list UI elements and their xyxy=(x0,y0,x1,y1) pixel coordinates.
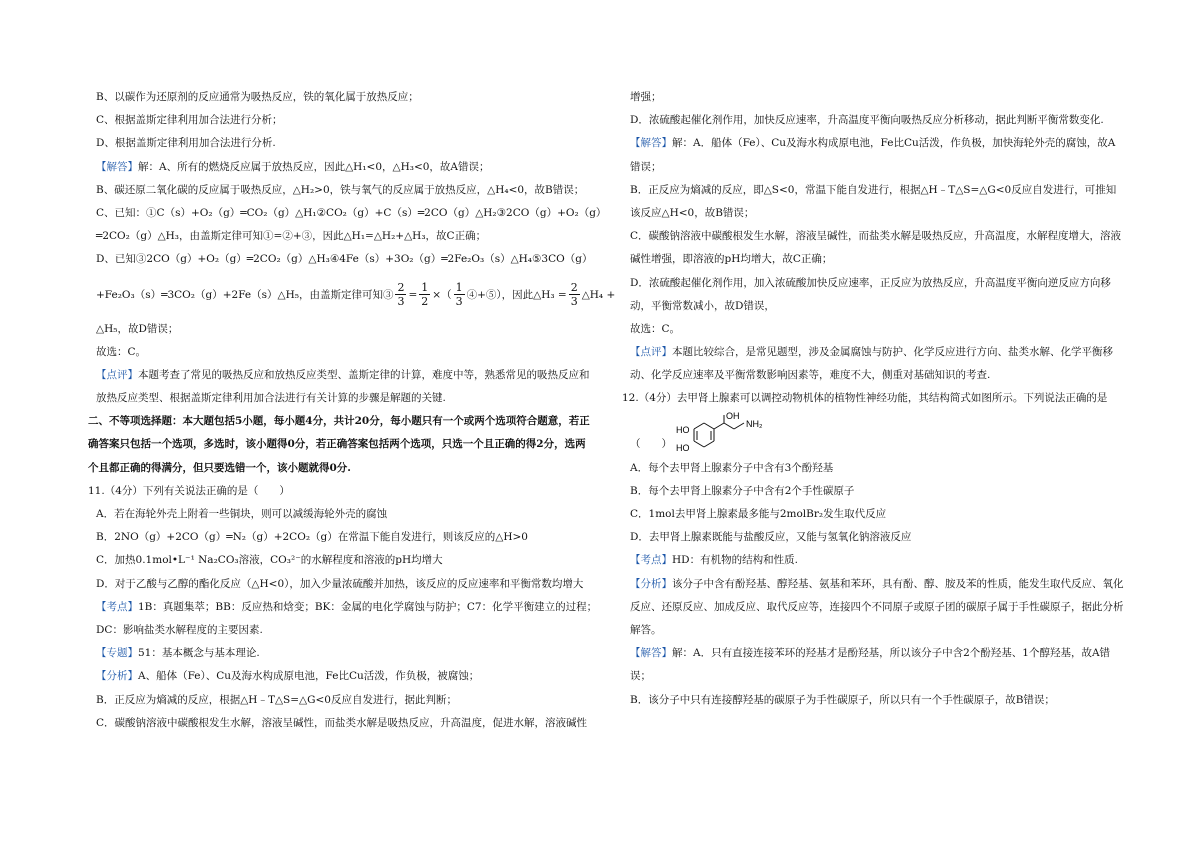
annotation-line xyxy=(622,549,1118,572)
bond-line xyxy=(694,441,704,447)
text-line: 增强； xyxy=(630,91,662,103)
text-line: A．每个去甲肾上腺素分子中含有3个酚羟基 xyxy=(630,461,834,474)
annotation-line xyxy=(88,665,584,688)
bond-line xyxy=(714,423,724,429)
question-stem: 12.（4分）去甲肾上腺素可以调控动物机体的植物性神经功能，其结构简式如图所示。下列说法正确的是 xyxy=(622,392,1108,405)
fraction-numerator: 1 xyxy=(421,281,429,294)
fraction-denominator: 3 xyxy=(570,295,578,308)
section-tag: 【考点】 xyxy=(630,554,672,567)
formula-line xyxy=(88,272,616,318)
section-tag: 【分析】 xyxy=(96,670,138,683)
annotation-line xyxy=(88,364,590,387)
annotation-text: 本题考查了常见的吸热反应和放热反应类型、盖斯定律的计算，难度中等，熟悉常见的吸热反应和 xyxy=(138,368,590,381)
text-line: C．碳酸钠溶液中碳酸根发生水解，溶液呈碱性，而盐类水解是吸热反应，升高温度，促进水解，溶液碱性 xyxy=(96,716,588,729)
text-line: B．正反应为熵减的反应，根据△H﹣T△S=△G<0反应自发进行，据此判断； xyxy=(96,693,457,706)
text-line: 碱性增强，即溶液的pH均增大，故C正确； xyxy=(630,253,833,266)
text-line: 动，平衡常数减小，故D错误， xyxy=(630,299,775,312)
formula-text: +Fe₂O₃（s）═3CO₂（g）+2Fe（s）△H₅，由盖斯定律可知③ xyxy=(96,288,394,301)
annotation-line xyxy=(88,596,598,619)
annotation-line xyxy=(622,132,1118,155)
annotation-line xyxy=(88,642,584,665)
text-line: B．正反应为熵减的反应，即△S<0，常温下能自发进行，根据△H﹣T△S=△G<0反应自发进行，可推知 xyxy=(630,183,1117,196)
text-line: B、以碳作为还原剂的反应通常为吸热反应，铁的氧化属于放热反应； xyxy=(96,91,419,103)
text-line: 动、化学反应速率及平衡常数影响因素等，难度不大，侧重对基础知识的考查. xyxy=(630,369,991,382)
fraction xyxy=(395,281,406,308)
annotation-line xyxy=(622,642,1118,665)
fraction-numerator: 2 xyxy=(397,281,405,294)
hydroxyl-label-bottom: HO xyxy=(676,442,690,453)
annotation-text: 解：A．船体（Fe）、Cu及海水构成原电池，Fe比Cu活泼，作负极，加快海轮外壳的腐蚀，故A xyxy=(672,137,1116,150)
section-heading-line: 二、不等项选择题：本大题包括5小题，每小题4分，共计20分，每小题只有一个或两个选项符合题意，若正 xyxy=(88,415,590,428)
fraction-denominator: 3 xyxy=(397,295,405,308)
text-line: C、已知：①C（s）+O₂（g）═CO₂（g）△H₁②CO₂（g）+C（s）═2CO（g）△H₂③2CO（g）+O₂（g） xyxy=(96,206,607,219)
text-line: C、根据盖斯定律利用加合法进行分析； xyxy=(96,114,283,127)
question-parentheses: （ ） xyxy=(630,437,672,450)
alcohol-hydroxyl-label: OH xyxy=(726,410,740,421)
text-line: C．加热0.1mol•L⁻¹ Na₂CO₃溶液，CO₃²⁻的水解程度和溶液的pH均增大 xyxy=(96,554,443,567)
fraction-numerator: 1 xyxy=(455,281,463,294)
text-line: B．每个去甲肾上腺素分子中含有2个手性碳原子 xyxy=(630,484,855,497)
text-line: 解答。 xyxy=(630,623,662,636)
text-line: C．碳酸钠溶液中碳酸根发生水解，溶液呈碱性，而盐类水解是吸热反应，升高温度，水解程度增大，溶液 xyxy=(630,230,1122,243)
text-line: D．浓硫酸起催化剂作用，加快反应速率，升高温度平衡向吸热反应分析移动，据此判断平衡常数变化. xyxy=(630,114,1104,127)
annotation-text: A、船体（Fe）、Cu及海水构成原电池，Fe比Cu活泼，作负极，被腐蚀； xyxy=(138,670,480,683)
section-tag: 【点评】 xyxy=(630,346,672,359)
bond-line xyxy=(704,423,714,429)
text-line: D、已知③2CO（g）+O₂（g）═2CO₂（g）△H₃④4Fe（s）+3O₂（g）═2Fe₂O₃（s）△H₄⑤3CO（g） xyxy=(96,253,593,266)
section-tag: 【解答】 xyxy=(630,647,672,660)
fraction-numerator: 2 xyxy=(570,281,578,294)
fraction xyxy=(419,281,430,308)
annotation-line xyxy=(622,341,1118,364)
text-line: 误； xyxy=(630,670,651,683)
text-line: ═2CO₂（g）△H₃，由盖斯定律可知①=②+③，因此△H₁=△H₂+△H₃，故C正确； xyxy=(96,230,487,243)
formula-text: ④+⑤），因此△H₃ = xyxy=(466,288,567,301)
text-line: 放热反应类型、根据盖斯定律利用加合法进行有关计算的步骤是解题的关键. xyxy=(96,392,446,405)
norepinephrine-structure xyxy=(664,411,774,457)
section-tag: 【考点】 xyxy=(96,600,138,613)
text-line: B．该分子中只有连接醇羟基的碳原子为手性碳原子，所以只有一个手性碳原子，故B错误； xyxy=(630,693,1055,706)
annotation-text: 51：基本概念与基本理论. xyxy=(138,647,260,660)
annotation-text: 本题比较综合，是常见题型，涉及金属腐蚀与防护、化学反应进行方向、盐类水解、化学平衡移 xyxy=(672,346,1113,359)
text-line: 该反应△H<0，故B错误； xyxy=(630,206,755,219)
bond-line xyxy=(704,441,714,447)
bond-line xyxy=(734,423,744,429)
section-tag: 【解答】 xyxy=(630,137,672,150)
text-line: △H₅，故D错误； xyxy=(96,322,179,335)
text-line: D、根据盖斯定律利用加合法进行分析. xyxy=(96,137,276,150)
text-line: D．浓硫酸起催化剂作用，加入浓硫酸加快反应速率，正反应为放热反应，升高温度平衡向逆反应方向移 xyxy=(630,276,1111,289)
formula-text: = xyxy=(408,288,418,301)
hydroxyl-label-top: HO xyxy=(676,424,690,435)
section-tag: 【点评】 xyxy=(96,368,138,381)
text-line: DC：影响盐类水解程度的主要因素. xyxy=(96,623,263,636)
right-column xyxy=(622,86,1124,712)
text-line: 错误； xyxy=(630,160,662,173)
text-line: D．去甲肾上腺素既能与盐酸反应，又能与氢氧化钠溶液反应 xyxy=(630,531,912,544)
text-line: B．2NO（g）+2CO（g）═N₂（g）+2CO₂（g）在常温下能自发进行，则该反应的△H>0 xyxy=(96,531,528,544)
amino-label: NH₂ xyxy=(746,418,763,429)
section-tag: 【分析】 xyxy=(630,577,672,590)
section-heading-line: 确答案只包括一个选项，多选时，该小题得0分，若正确答案包括两个选项，只选一个且正确的得2分，选两 xyxy=(88,438,586,451)
text-line: 反应、还原反应、加成反应、取代反应等，连接四个不同原子或原子团的碳原子属于手性碳原子，据此分析 xyxy=(630,600,1124,613)
text-line: C．1mol去甲肾上腺素最多能与2molBr₂发生取代反应 xyxy=(630,508,887,520)
text-line: 故选：C。 xyxy=(630,322,681,335)
text-line: 故选：C。 xyxy=(96,345,147,358)
annotation-text: 解：A、所有的燃烧反应属于放热反应，因此△H₁<0，△H₃<0，故A错误； xyxy=(138,160,490,173)
annotation-text: 该分子中含有酚羟基、醇羟基、氨基和苯环，具有酚、醇、胺及苯的性质，能发生取代反应、氧化 xyxy=(672,577,1124,590)
annotation-text: 解：A．只有直接连接苯环的羟基才是酚羟基，所以该分子中含2个酚羟基、1个醇羟基，故A错 xyxy=(672,647,1111,660)
left-column xyxy=(88,86,616,735)
annotation-text: HD：有机物的结构和性质. xyxy=(672,554,798,567)
fraction xyxy=(569,281,580,308)
section-heading-line: 个且都正确的得满分，但只要选错一个，该小题就得0分. xyxy=(88,461,351,474)
bond-line xyxy=(724,423,734,429)
text-line: A．若在海轮外壳上附着一些铜块，则可以减缓海轮外壳的腐蚀 xyxy=(96,508,388,520)
fraction xyxy=(454,281,465,308)
formula-text: ×（ xyxy=(432,288,452,301)
text-line: D．对于乙酸与乙醇的酯化反应（△H<0），加入少量浓硫酸并加热，该反应的反应速率和平衡常数均增大 xyxy=(96,577,584,590)
annotation-line xyxy=(88,156,584,179)
annotation-text: 1B：真题集萃；BB：反应热和焓变；BK：金属的电化学腐蚀与防护；C7：化学平衡建立的过程； xyxy=(138,600,598,613)
fraction-denominator: 3 xyxy=(455,295,463,308)
section-tag: 【专题】 xyxy=(96,647,138,660)
formula-text: △H₄ + xyxy=(581,288,616,301)
question-stem: 11.（4分）下列有关说法正确的是（ ） xyxy=(88,484,290,497)
annotation-line xyxy=(622,573,1124,596)
section-tag: 【解答】 xyxy=(96,160,138,173)
bond-line xyxy=(694,423,704,429)
structure-line xyxy=(622,411,1118,457)
fraction-denominator: 2 xyxy=(421,295,429,308)
text-line: B、碳还原二氧化碳的反应属于吸热反应，△H₂>0，铁与氧气的反应属于放热反应，△H₄<0，故B错误； xyxy=(96,183,585,196)
